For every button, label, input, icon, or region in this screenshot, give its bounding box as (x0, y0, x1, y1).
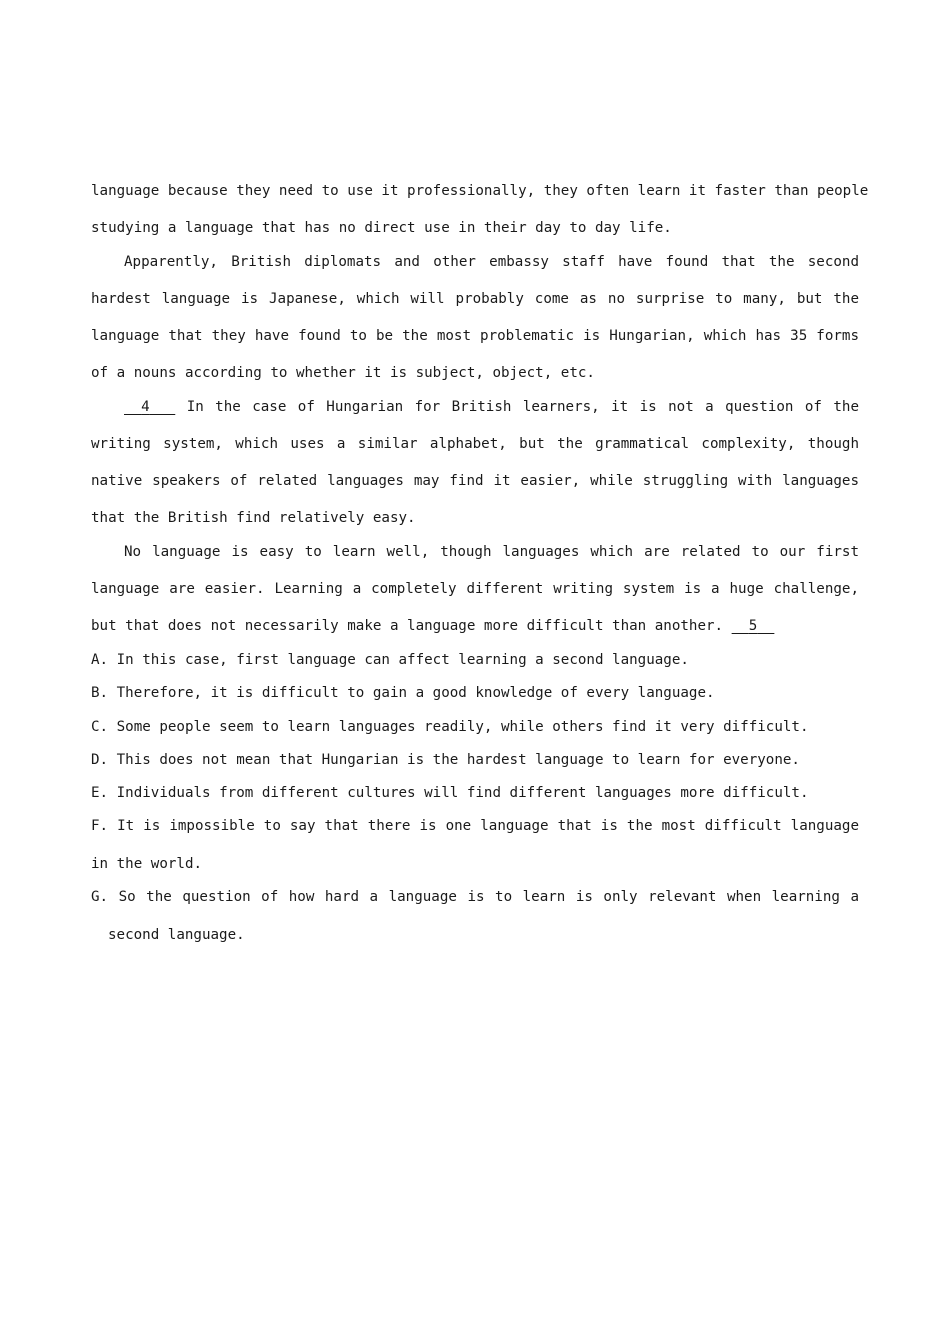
answer-blank-4[interactable] (124, 397, 175, 417)
option-g: G. So the question of how hard a language is to learn is only relevant when learning a (91, 889, 859, 905)
option-b: B. Therefore, it is difficult to gain a good knowledge of every language. (91, 685, 715, 701)
option-d: D. This does not mean that Hungarian is the hardest language to learn for everyone. (91, 752, 800, 768)
option-a: A. In this case, first language can affect learning a second language. (91, 652, 689, 668)
passage-line: No language is easy to learn well, though languages which are related to our first (124, 544, 859, 560)
option-e: E. Individuals from different cultures will find different languages more difficult. (91, 785, 809, 801)
answer-blank-5[interactable] (732, 616, 775, 636)
passage-text: In the case of Hungarian for British learners, it is not a question of the (186, 399, 860, 415)
passage-line: hardest language is Japanese, which will probably come as no surprise to many, but the (91, 291, 859, 307)
passage-line: writing system, which uses a similar alphabet, but the grammatical complexity, though (91, 436, 859, 452)
option-c: C. Some people seem to learn languages readily, while others find it very difficult. (91, 719, 809, 735)
passage-line: Apparently, British diplomats and other embassy staff have found that the second (124, 254, 859, 270)
passage-line: that the British find relatively easy. (91, 510, 416, 526)
passage-line (91, 616, 859, 636)
option-f: F. It is impossible to say that there is one language that is the most difficult language (91, 818, 859, 834)
passage-line: of a nouns according to whether it is subject, object, etc. (91, 365, 595, 381)
blank-number: 5 (748, 618, 758, 634)
passage-line: language that they have found to be the most problematic is Hungarian, which has 35 forms (91, 328, 859, 344)
passage-text: but that does not necessarily make a language more difficult than another. (91, 618, 724, 634)
passage-line: studying a language that has no direct use in their day to day life. (91, 220, 672, 236)
option-f-cont: in the world. (91, 856, 203, 872)
passage-line: language because they need to use it professionally, they often learn it faster than people (91, 183, 869, 199)
passage-line: native speakers of related languages may find it easier, while struggling with languages (91, 473, 859, 489)
option-g-cont: second language. (108, 927, 245, 943)
blank-number: 4 (141, 399, 150, 415)
passage-line: language are easier. Learning a completely different writing system is a huge challenge, (91, 581, 859, 597)
passage-line (124, 397, 859, 417)
